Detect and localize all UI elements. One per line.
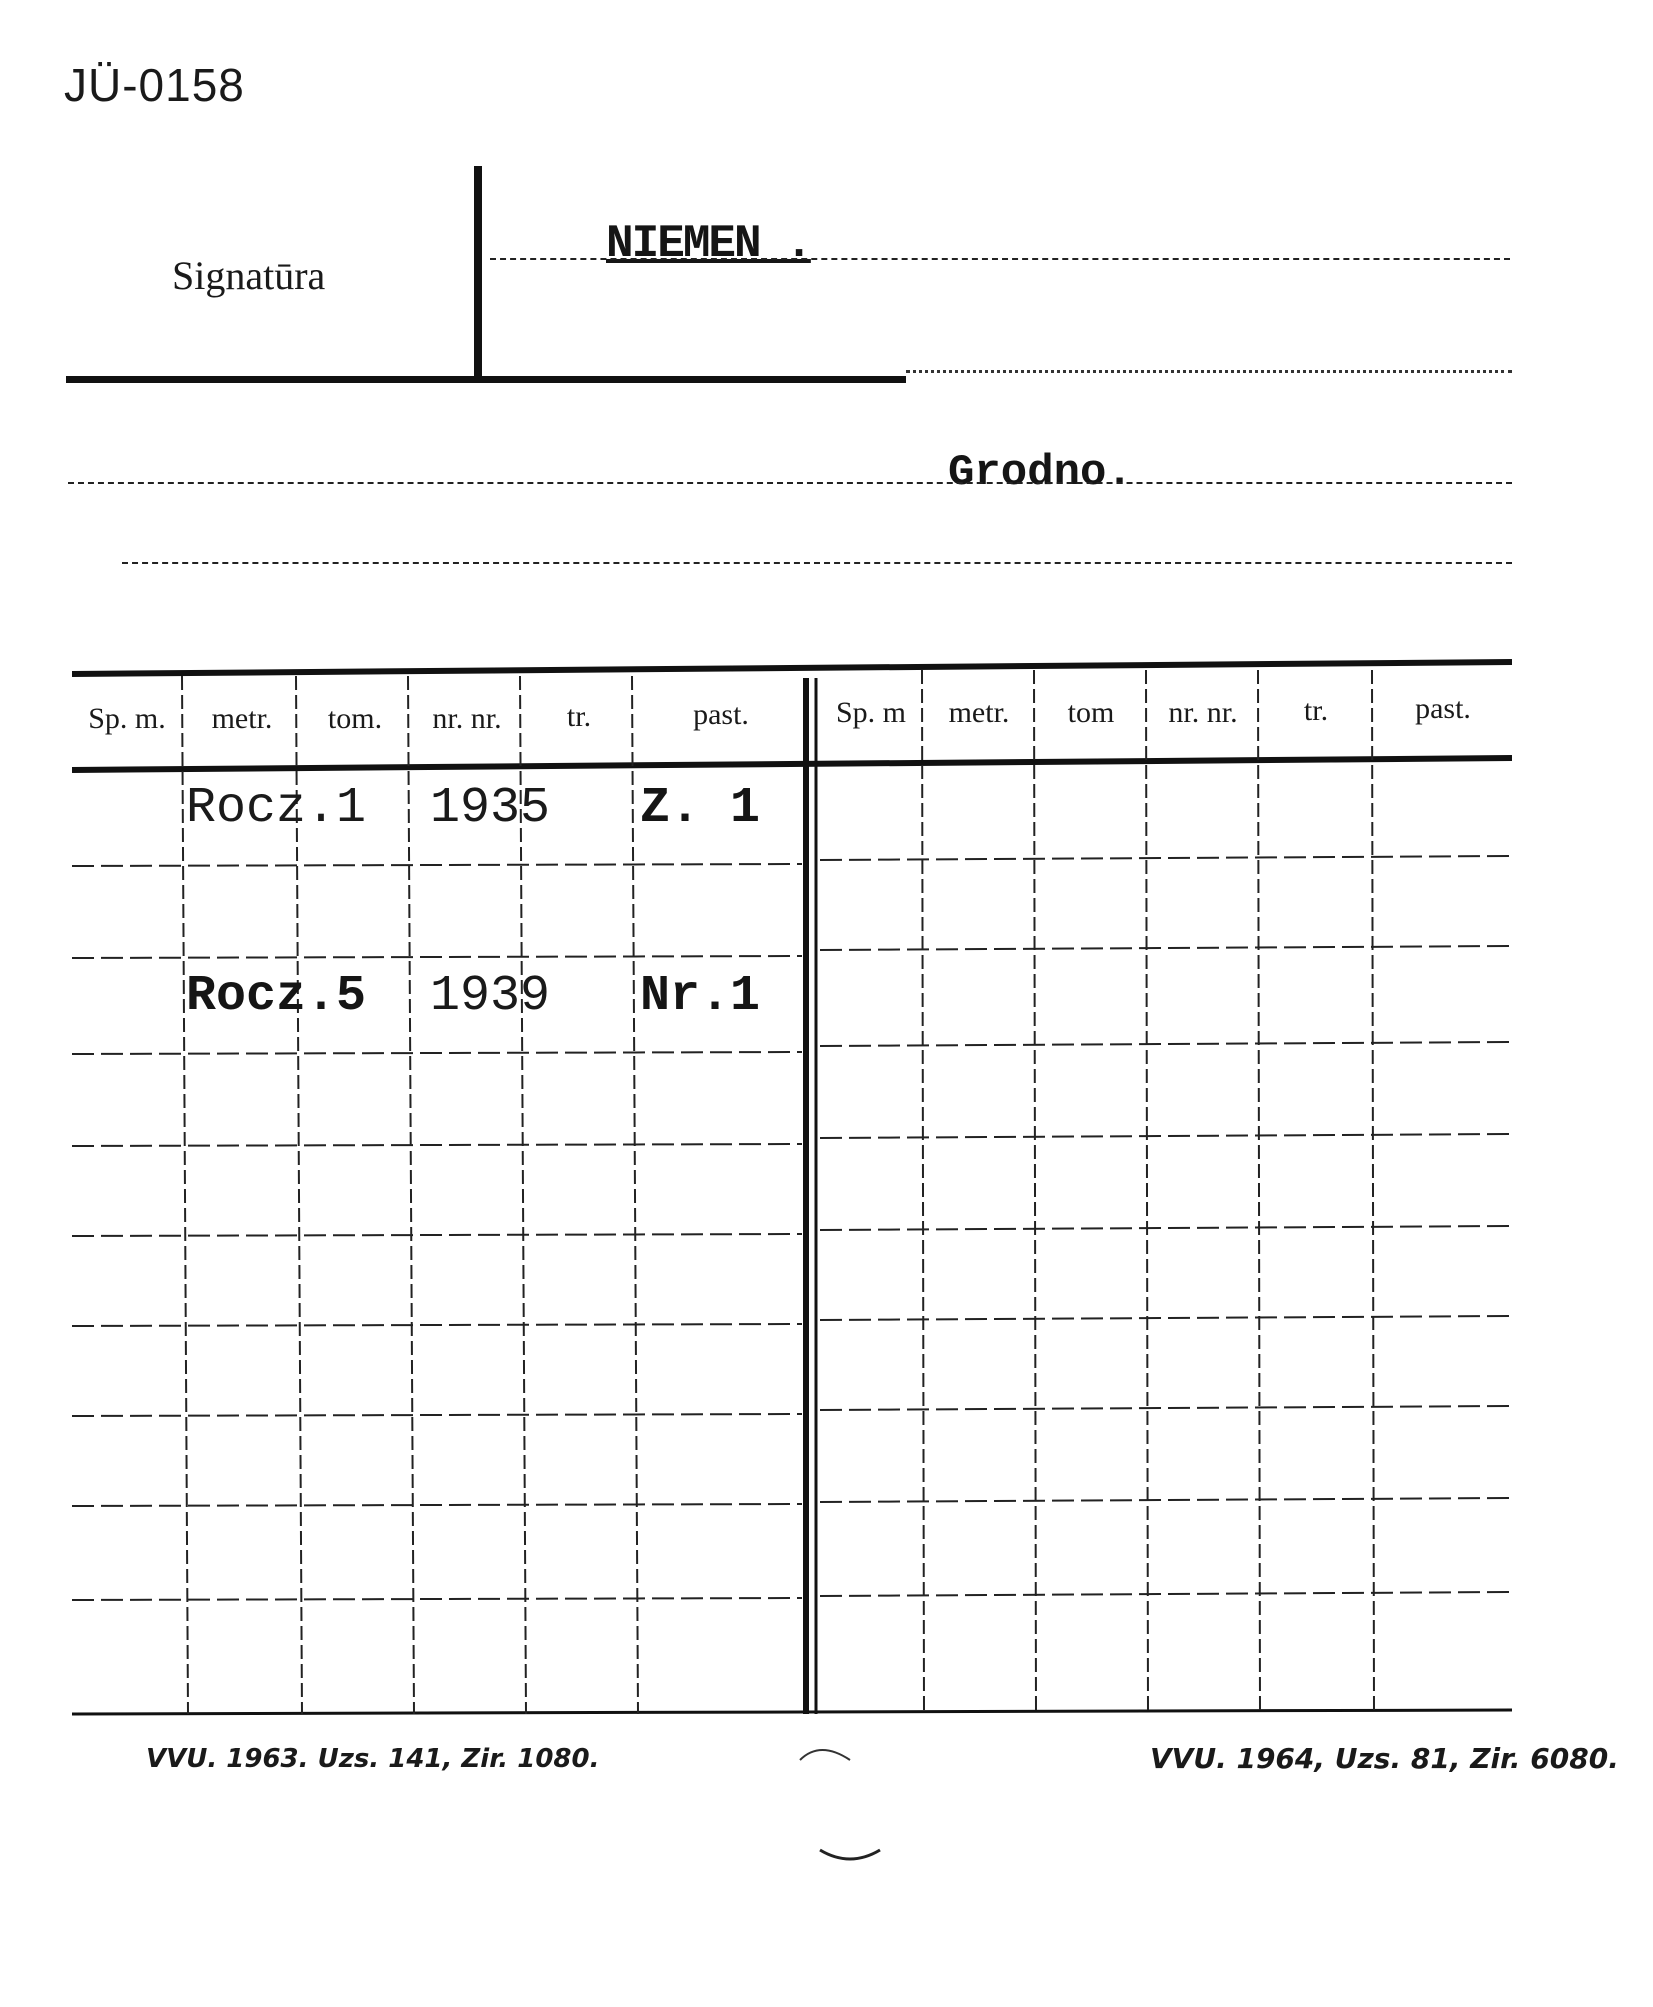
header-right-metr: metr. — [948, 696, 1010, 729]
entry-2-volume: Rocz.5 — [186, 968, 367, 1025]
publication-place: Grodno. — [948, 448, 1133, 498]
footer-print-note-right: VVU. 1964, Uzs. 81, Zir. 6080. — [1150, 1742, 1619, 1775]
header-left-tom: tom. — [327, 702, 383, 735]
header-left-metr: metr. — [211, 702, 273, 735]
place-line-1 — [68, 482, 1512, 484]
holdings-table — [72, 654, 1512, 1720]
header-right-past: past. — [1415, 692, 1471, 725]
header-rule — [66, 376, 906, 383]
header-right-nr-nr: nr. nr. — [1168, 696, 1238, 729]
header-right-sp-m: Sp. m — [835, 696, 907, 729]
signature-label: Signatūra — [172, 253, 326, 298]
place-line-2 — [122, 562, 1512, 564]
entry-1-volume: Rocz.1 — [186, 780, 367, 837]
header-left-tr: tr. — [566, 700, 592, 733]
entry-2-year: 1939 — [430, 968, 551, 1025]
header-left-sp-m: Sp. m. — [88, 702, 166, 735]
header-rule-dotted — [906, 370, 1512, 373]
entry-2-issue: Nr.1 — [640, 968, 761, 1025]
header-right-tom: tom — [1067, 696, 1115, 729]
entry-1-year: 1935 — [430, 780, 551, 837]
footer-print-note-left: VVU. 1963. Uzs. 141, Zir. 1080. — [146, 1744, 600, 1774]
card-id: JÜ-0158 — [64, 59, 245, 111]
title-underline — [490, 258, 1510, 260]
header-left-nr-nr: nr. nr. — [432, 702, 502, 735]
header-left-past: past. — [693, 698, 749, 731]
signature-divider — [474, 166, 482, 376]
publication-title: NIEMEN . — [606, 218, 811, 270]
entry-1-issue: Z. 1 — [640, 780, 761, 837]
header-right-tr: tr. — [1303, 694, 1329, 727]
